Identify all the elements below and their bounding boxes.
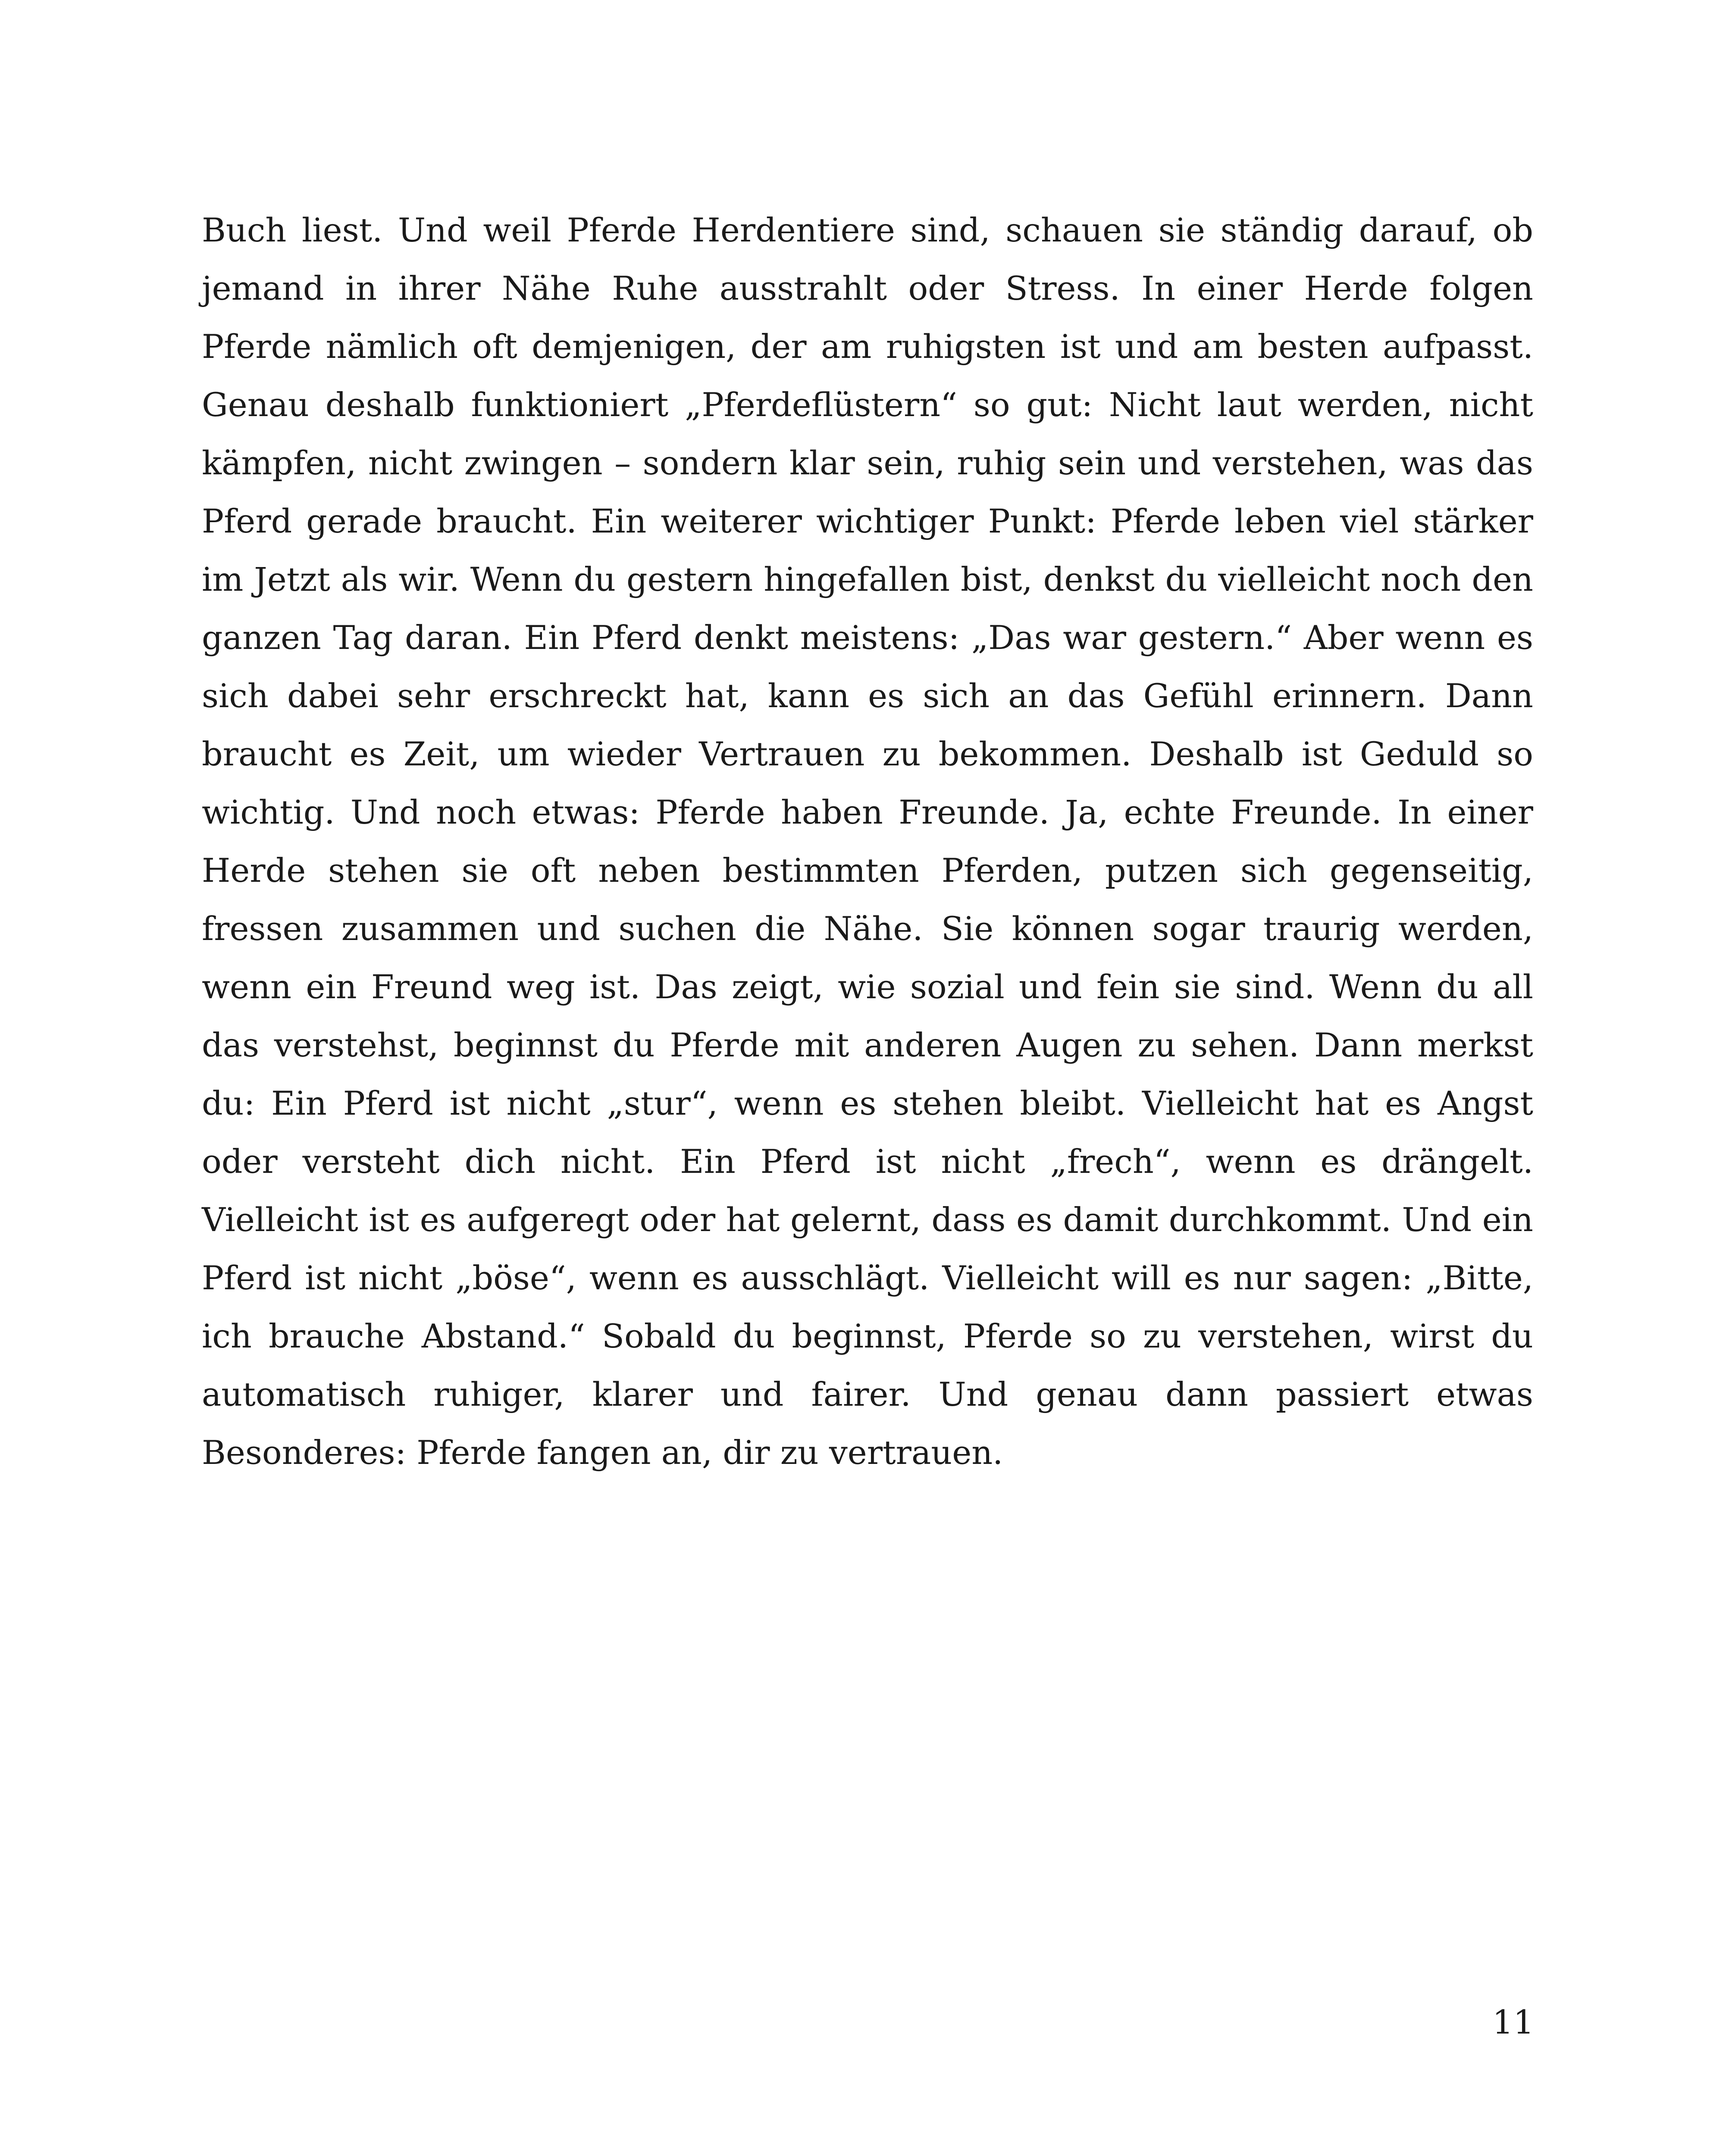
page-number: 11 <box>1492 2003 1534 2041</box>
body-paragraph: Buch liest. Und weil Pferde Herdentiere sind, schauen sie ständig darauf, ob jemand in ihrer Nähe Ruhe ausstrahlt oder Stress. In einer Herde folgen Pferde nämlich oft demjenigen, der am ruhigsten ist und am besten aufpasst. Genau deshalb funktioniert „Pferdeflüstern“ so gut: Nicht laut werden, nicht kämpfen, nicht zwingen – sondern klar sein, ruhig sein und verstehen, was das Pferd gerade braucht. Ein weiterer wichtiger Punkt: Pferde leben viel stärker im Jetzt als wir. Wenn du gestern hingefallen bist, denkst du vielleicht noch den ganzen Tag daran. Ein Pferd denkt meistens: „Das war gestern.“ Aber wenn es sich dabei sehr erschreckt hat, kann es sich an das Gefühl erinnern. Dann braucht es Zeit, um wieder Vertrauen zu bekommen. Deshalb ist Geduld so wichtig. Und noch etwas: Pferde haben Freunde. Ja, echte Freunde. In einer Herde stehen sie oft neben bestimmten Pferden, putzen sich gegenseitig, fressen zusammen und suchen die Nähe. Sie können sogar traurig werden, wenn ein Freund weg ist. Das zeigt, wie sozial und fein sie sind. Wenn du all das verstehst, beginnst du Pferde mit anderen Augen zu sehen. Dann merkst du: Ein Pferd ist nicht „stur“, wenn es stehen bleibt. Vielleicht hat es Angst oder versteht dich nicht. Ein Pferd ist nicht „frech“, wenn es drängelt. Vielleicht ist es aufgeregt oder hat gelernt, dass es damit durchkommt. Und ein Pferd ist nicht „böse“, wenn es ausschlägt. Vielleicht will es nur sagen: „Bitte, ich brauche Abstand.“ Sobald du beginnst, Pferde so zu verstehen, wirst du automatisch ruhiger, klarer und fairer. Und genau dann passiert etwas Besonderes: Pferde fangen an, dir zu vertrauen. <box>202 211 1533 1472</box>
